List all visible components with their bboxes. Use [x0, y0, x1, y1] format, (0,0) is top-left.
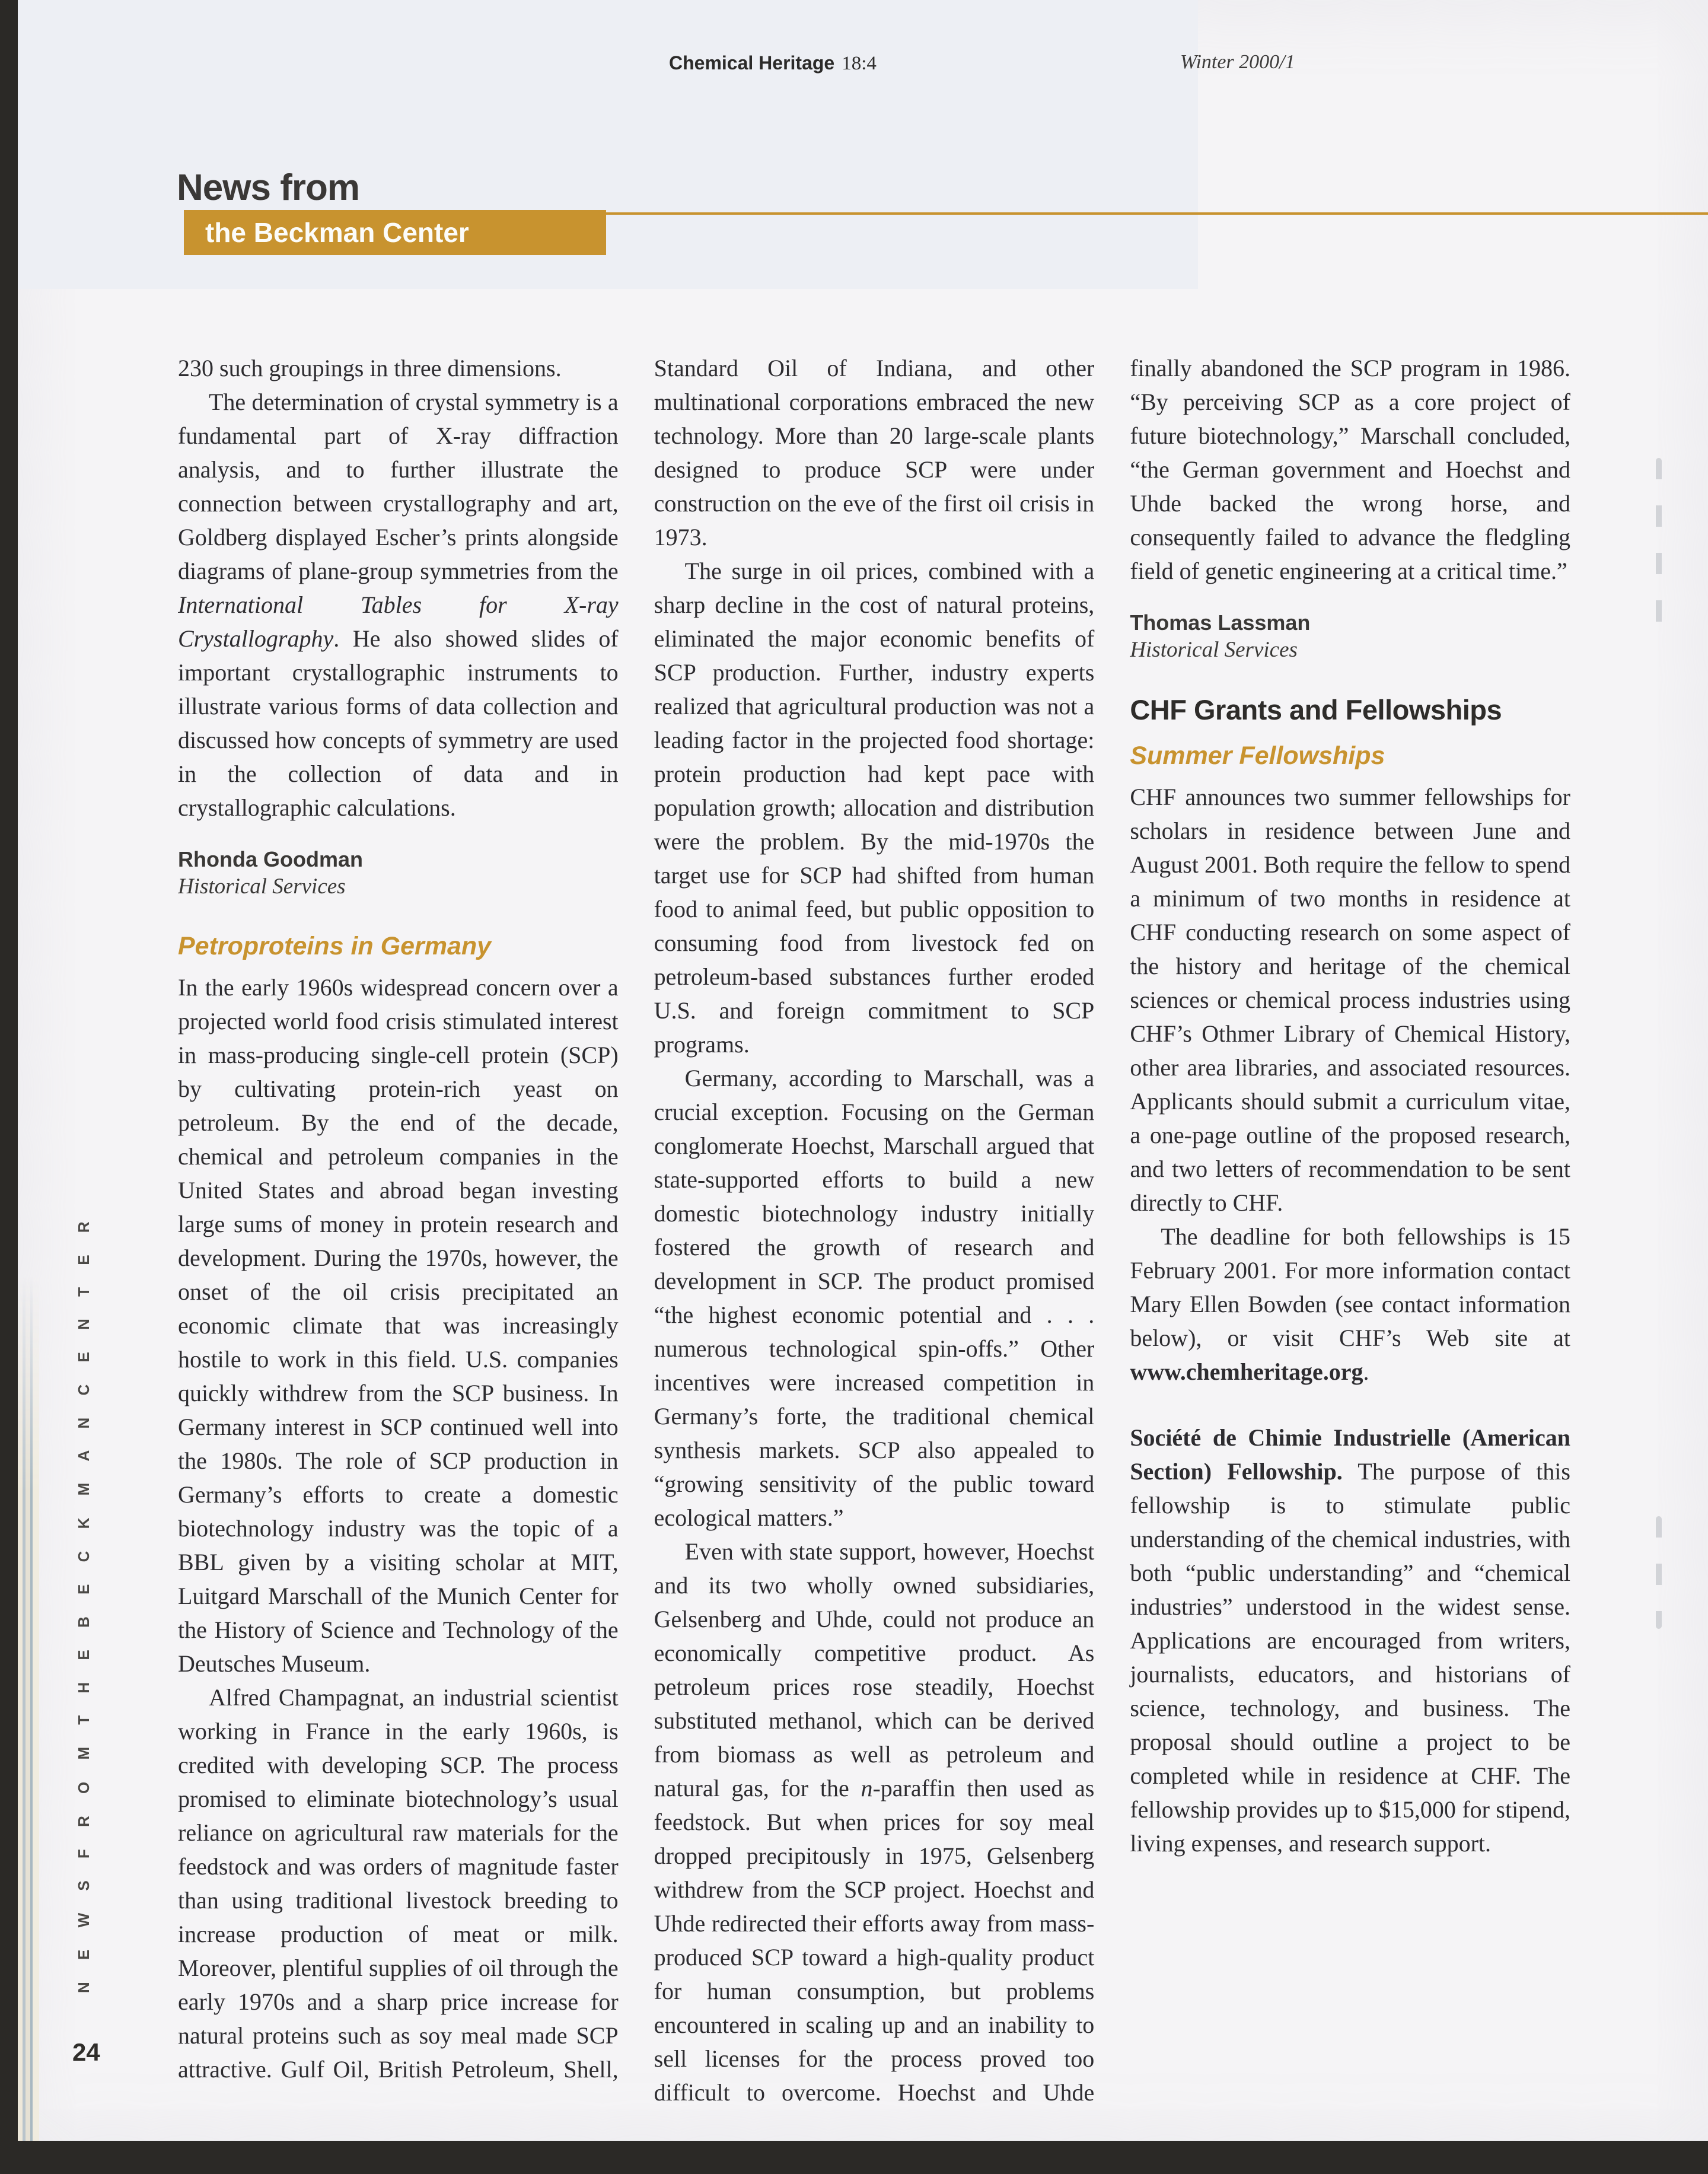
journal-title: Chemical Heritage [669, 52, 835, 74]
paragraph-petroproteins-2: Alfred Champagnat, an industrial scientist working in France in the early 1960s, is credited with developing SCP. The process promised to eliminate biotechnology’s usual reliance on agricultural raw materials for the feedstock and was orders of magnitude faster than using traditional livestock breeding to increase production of meat or milk. Moreover, plentiful supplies of oil through the early 1970s and a sharp price increase for natural proteins such as soy meal made SCP attractive. Gulf Oil, British Petroleum, Shell, Standard Oil of Indiana, and other multinational corporations embraced the new technology. More than 20 large-scale plants designed to produce SCP were under construction on the eve of the first oil crisis in 1973. [178, 355, 1095, 2083]
byline-department: Historical Services [1130, 638, 1298, 662]
byline-author: Thomas Lassman [1130, 610, 1311, 635]
paragraph-petroproteins-5: Even with state support, however, Hoechst and its two wholly owned subsidiaries, Gelsenberg and Uhde, could not produce an economically competitive product. As petroleum prices rose steadily, Hoechst substituted methanol, which can be derived from biomass as well as petroleum and natural gas, for the n-paraffin then used as feedstock. But when prices for soy meal dropped precipitously in 1975, Gelsenberg withdrew from the SCP project. Hoechst and Uhde redirected their efforts away from mass-produced SCP toward a high-quality product for human consumption, but problems encountered in scaling up and an inability to sell licenses for the process proved too difficult to overcome. Hoechst and Uhde finally abandoned the SCP program in 1986. “By perceiving SCP as a core project of future biotechnology,” Marschall concluded, “the German government and Hoechst and Uhde backed the wrong horse, and consequently failed to advance the fledgling field of genetic engineering at a critical time.” [654, 355, 1570, 2106]
paragraph-societe-fellowship: Société de Chimie Industrielle (American Section) Fellowship. The purpose of this fellowship is to stimulate public understanding of the chemical industries, with both “public understanding” and “chemical industries” understood in the widest sense. Applications are encouraged from writers, journalists, educators, and historians of science, technology, and business. The proposal should outline a project to be completed while in residence at CHF. The fellowship provides up to $15,000 for stipend, living expenses, and research support. [1130, 1424, 1570, 1857]
running-header-season: Winter 2000/1 [1180, 51, 1295, 73]
scan-artifact [1656, 458, 1662, 636]
running-header-left [669, 52, 877, 75]
margin-vertical-label: N E W S F R O M T H E B E C K M A N C E N T E R [75, 1212, 93, 1993]
subsection-heading-summer-fellowships: Summer Fellowships [1130, 741, 1385, 770]
masthead-title-line1: News from [177, 167, 359, 208]
paragraph-petroproteins-4: Germany, according to Marschall, was a crucial exception. Focusing on the German conglomerate Hoechst, Marschall argued that state-supported efforts to build a new domestic biotechnology industry initially fostered the growth of research and development in SCP. The product promised “the highest economic potential and . . . numerous technological spin-offs.” Other incentives were increased competition in Germany’s forte, the traditional chemical synthesis markets. SCP also appealed to “growing sensitivity of the public toward ecological matters.” [654, 1065, 1095, 1531]
page-number: 24 [72, 2038, 100, 2066]
paragraph-crystallography-closing: 230 such groupings in three dimensions. [178, 355, 562, 381]
byline-author: Rhonda Goodman [178, 847, 363, 871]
journal-issue: 18:4 [842, 53, 877, 74]
masthead-gold-rule [606, 212, 1708, 215]
paragraph-petroproteins-1: In the early 1960s widespread concern over a projected world food crisis stimulated interest in mass-producing single-cell protein (SCP) by cultivating protein-rich yeast on petroleum. By the end of the decade, chemical and petroleum companies in the United States and abroad began investing large sums of money in protein research and development. During the 1970s, however, the onset of the oil crisis precipitated an economic climate that was increasingly hostile to work in this field. U.S. companies quickly withdrew from the SCP business. In Germany interest in SCP continued well into the 1980s. The role of SCP production in Germany’s efforts to create a domestic biotechnology industry was the topic of a BBL given by a visiting scholar at MIT, Luitgard Marschall of the Munich Center for the History of Science and Technology of the Deutsches Museum. [178, 974, 619, 1677]
masthead-gold-bar [184, 210, 606, 255]
page-stack-edges [18, 1275, 39, 2141]
byline-lassman [1130, 609, 1570, 664]
byline-goodman [178, 846, 619, 900]
paragraph-petroproteins-3: The surge in oil prices, combined with a sharp decline in the cost of natural proteins, eliminated the major economic benefits of SCP production. Further, industry experts realized that agricultural production was not a leading factor in the projected food shortage: protein production had kept pace with population growth; allocation and distribution were the problem. By the mid-1970s the target use for SCP had shifted from human food to animal feed, but public opposition to consuming food from livestock fed on petroleum-based substances further eroded U.S. and foreign commitment to SCP programs. [654, 558, 1095, 1058]
masthead-title-line2: the Beckman Center [205, 217, 469, 248]
byline-department: Historical Services [178, 874, 346, 899]
section-heading-grants: CHF Grants and Fellowships [1130, 694, 1502, 725]
paragraph-grants-2: The deadline for both fellowships is 15 February 2001. For more information contact Mary Ellen Bowden (see contact information below), or visit CHF’s Web site at www.chemheritage.org. [1130, 1223, 1570, 1385]
article-columns [178, 351, 1570, 2119]
section-heading-petroproteins: Petroproteins in Germany [178, 932, 492, 960]
paragraph-grants-1: CHF announces two summer fellowships for scholars in residence between June and August 2001. Both require the fellow to spend a minimum of two months in residence at CHF conducting research on some aspect of the history and heritage of the chemical sciences or chemical process industries using CHF’s Othmer Library of Chemical History, other area libraries, and associated resources. Applicants should submit a curriculum vitae, a one-page outline of the proposed research, and two letters of recommendation to be sent directly to CHF. [1130, 784, 1570, 1216]
scan-artifact [1656, 1516, 1662, 1629]
paragraph-crystallography: The determination of crystal symmetry is a fundamental part of X-ray diffraction analysis, and to further illustrate the connection between crystallography and art, Goldberg displayed Escher’s prints alongside diagrams of plane-group symmetries from the International Tables for X-ray Crystallography. He also showed slides of important crystallographic instruments to illustrate various forms of data collection and discussed how concepts of symmetry are used in the collection of data and in crystallographic calculations. [178, 389, 619, 821]
